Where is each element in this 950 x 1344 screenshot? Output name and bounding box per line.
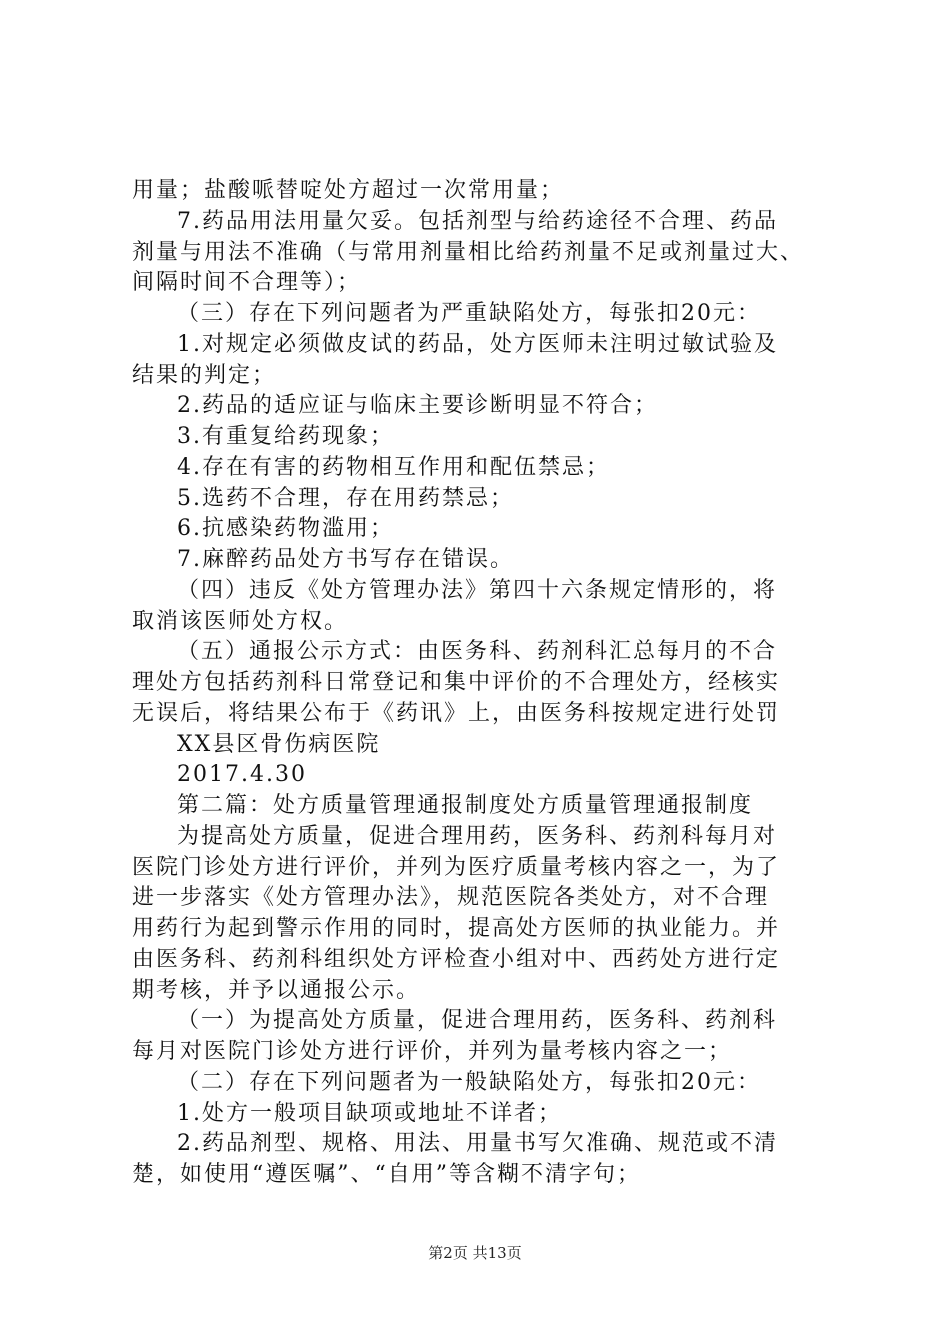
body-line: 由医务科、药剂科组织处方评检查小组对中、西药处方进行定 [132,947,781,972]
body-line: 7.麻醉药品处方书写存在错误。 [177,547,514,572]
section-heading: （三）存在下列问题者为严重缺陷处方，每张扣20元： [177,301,761,326]
signature-date: 2017.4.30 [177,762,307,787]
signature-organization: XX县区骨伤病医院 [177,732,381,757]
body-line: 为提高处方质量，促进合理用药，医务科、药剂科每月对 [177,824,778,849]
body-line: 7.药品用法用量欠妥。包括剂型与给药途径不合理、药品 [177,209,778,234]
body-line: 4.存在有害的药物相互作用和配伍禁忌； [177,455,610,480]
body-line: 医院门诊处方进行评价，并列为医疗质量考核内容之一，为了 [132,855,781,880]
body-line: 无误后，将结果公布于《药讯》上，由医务科按规定进行处罚 [132,701,781,726]
body-line: 1.对规定必须做皮试的药品，处方医师未注明过敏试验及 [177,332,778,357]
body-line: 用药行为起到警示作用的同时，提高处方医师的执业能力。并 [132,916,781,941]
body-line: 楚，如使用“遵医嘱”、“自用”等含糊不清字句； [132,1162,641,1187]
section-heading: （五）通报公示方式：由医务科、药剂科汇总每月的不合 [177,639,778,664]
body-line: 剂量与用法不准确（与常用剂量相比给药剂量不足或剂量过大、 [132,240,805,265]
body-line: 结果的判定； [132,363,277,388]
section-heading: （四）违反《处方管理办法》第四十六条规定情形的，将 [177,578,778,603]
body-line: 理处方包括药剂科日常登记和集中评价的不合理处方，经核实 [132,670,781,695]
page-number-footer: 第2页 共13页 [428,1244,522,1262]
body-line: 期考核，并予以通报公示。 [132,978,421,1003]
body-line: 2.药品剂型、规格、用法、用量书写欠准确、规范或不清 [177,1131,778,1156]
body-line: 每月对医院门诊处方进行评价，并列为量考核内容之一； [132,1039,733,1064]
body-line: 取消该医师处方权。 [132,609,349,634]
body-line: 6.抗感染药物滥用； [177,516,394,541]
chapter-title: 第二篇：处方质量管理通报制度处方质量管理通报制度 [177,793,754,818]
body-line: 用量；盐酸哌替啶处方超过一次常用量； [132,178,565,203]
body-line: 进一步落实《处方管理办法》，规范医院各类处方，对不合理 [132,885,770,910]
body-line: 2.药品的适应证与临床主要诊断明显不符合； [177,393,658,418]
section-heading: （二）存在下列问题者为一般缺陷处方，每张扣20元： [177,1070,761,1095]
body-line: 1.处方一般项目缺项或地址不详者； [177,1101,562,1126]
section-heading: （一）为提高处方质量，促进合理用药，医务科、药剂科 [177,1008,778,1033]
body-line: 间隔时间不合理等）； [132,270,362,295]
body-line: 3.有重复给药现象； [177,424,394,449]
body-line: 5.选药不合理，存在用药禁忌； [177,486,514,511]
